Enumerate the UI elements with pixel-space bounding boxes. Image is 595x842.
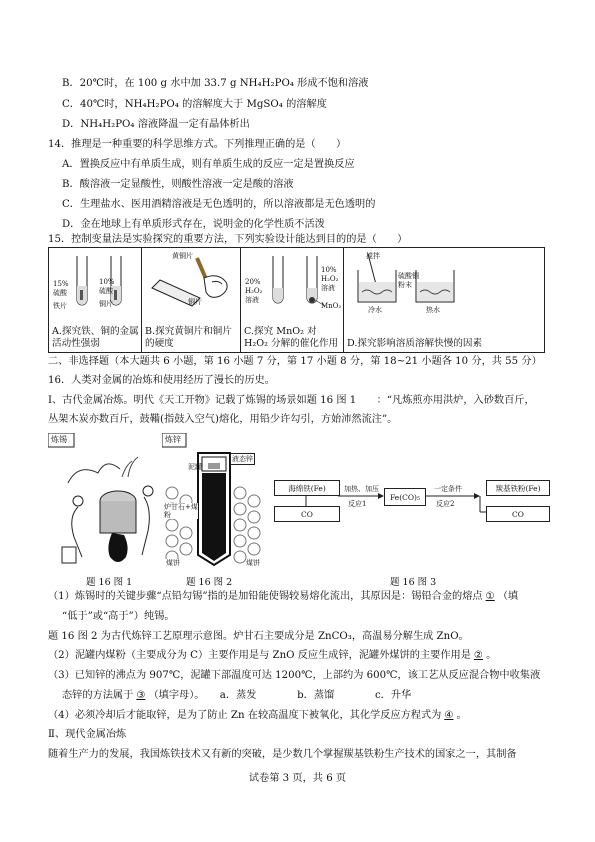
text: 。 bbox=[456, 710, 467, 721]
flow-box: CO bbox=[486, 506, 550, 522]
q16-part3: （3）已知锌的沸点为 907℃，泥罐下部温度可达 1200℃，上部约为 600℃，该工艺从反应混合物中收集液 bbox=[48, 670, 541, 681]
label: 搅拌 bbox=[366, 252, 380, 260]
figure-label: 炼锌 bbox=[165, 435, 181, 444]
text: 态锌的方法属于 bbox=[62, 690, 134, 701]
flow-box: CO bbox=[274, 506, 340, 522]
label: 20% bbox=[245, 278, 261, 286]
text: （填字母）。 a．蒸发 b．蒸馏 c．升华 bbox=[148, 690, 412, 701]
q13-option-b: B．20℃时，在 100 g 水中加 33.7 g NH₄H₂PO₄ 形成不饱和溶液 bbox=[62, 78, 369, 89]
answer-blank-1[interactable]: ① bbox=[485, 591, 495, 602]
label: 煤饼 bbox=[166, 559, 180, 567]
q14-option-b: B．酸溶液一定显酸性，则酸性溶液一定是酸的溶液 bbox=[62, 179, 294, 190]
q16-part2 bbox=[48, 649, 496, 662]
q15-option-table bbox=[48, 247, 545, 353]
figure-16-1 bbox=[48, 433, 163, 571]
label: 粉末 bbox=[398, 281, 412, 289]
q14-option-d: D．金在地球上有单质形式存在，说明金的化学性质不活泼 bbox=[62, 219, 325, 230]
label: 铁片 bbox=[53, 302, 67, 310]
zinc-furnace-illustration bbox=[162, 433, 272, 571]
label: 炉甘石+煤粉 bbox=[164, 503, 198, 519]
flow-box: 海绵铁(Fe) bbox=[274, 480, 340, 496]
answer-blank-4[interactable]: ④ bbox=[444, 710, 454, 721]
text: 。 bbox=[486, 650, 497, 661]
figure-caption: 题 16 图 3 bbox=[390, 577, 437, 588]
text: （4）必须冷却后才能取锌，是为了防止 Zn 在较高温度下被氧化，其化学反应方程式为 bbox=[48, 710, 442, 721]
q15-caption-b: B.探究黄铜片和铜片的硬度 bbox=[145, 326, 232, 349]
q15-cell-a bbox=[49, 248, 142, 353]
q16-section1-title: Ⅰ、古代金属冶炼。明代《天工开物》记载了炼锡的场景如题 16 图 1 ：“凡炼煎亦用洪炉，入砂数百斤， bbox=[48, 395, 535, 406]
q15-stem: 15．控制变量法是实验探究的重要方法，下列实验设计能达到目的的是（ ） bbox=[48, 234, 408, 245]
label: H₂O₂ bbox=[245, 287, 263, 295]
q15-cell-b bbox=[142, 248, 241, 353]
label: 硫酸 bbox=[53, 289, 67, 297]
q16-section1-text: 丛架木炭亦数百斤，鼓鞴(指鼓入空气)熔化，用铅少许勾引，方始沛然流注”。 bbox=[48, 414, 398, 425]
q16-part1-cont: “低于”或“高于”）纯锡。 bbox=[62, 611, 175, 622]
text: （填 bbox=[497, 591, 519, 602]
figure-caption: 题 16 图 1 bbox=[86, 577, 133, 588]
label: 铜片 bbox=[99, 300, 113, 308]
q14-option-a: A．置换反应中有单质生成，则有单质生成的反应一定是置换反应 bbox=[62, 159, 355, 170]
text: （2）泥罐内煤粉（主要成分为 C）主要作用是与 ZnO 反应生成锌，泥罐外煤饼的主要作用是 bbox=[48, 650, 471, 661]
label: 煤饼 bbox=[246, 559, 260, 567]
q15-caption-d: D.探究影响溶质溶解快慢的因素 bbox=[347, 338, 483, 349]
label: 液态锌 bbox=[232, 455, 253, 463]
q15-cell-d bbox=[344, 248, 545, 353]
label: 溶液 bbox=[321, 284, 335, 292]
page-footer: 试卷第 3 页，共 6 页 bbox=[248, 773, 347, 784]
q16-stem: 16．人类对金属的冶炼和使用经历了漫长的历史。 bbox=[48, 375, 275, 386]
label: 10% bbox=[99, 278, 115, 286]
label: H₂O₂ bbox=[321, 275, 339, 283]
label: 热水 bbox=[426, 306, 440, 314]
q16-part1 bbox=[48, 590, 518, 603]
label: 泥罐 bbox=[188, 463, 202, 471]
label: 溶液 bbox=[245, 296, 259, 304]
label: 铜片 bbox=[188, 298, 202, 306]
part2-header: 二、非选择题（本大题共 6 小题，第 16 小题 7 分，第 17 小题 8 分，第 18~21 小题各 10 分，共 55 分） bbox=[48, 356, 542, 367]
arrow-label: 反应1 bbox=[348, 500, 367, 508]
answer-blank-3[interactable]: ③ bbox=[136, 690, 146, 701]
q16-fig2-intro: 题 16 图 2 为古代炼锌工艺原理示意图。炉甘石主要成分是 ZnCO₃，高温易分解生成 ZnO。 bbox=[48, 631, 469, 642]
q15-caption-c: C.探究 MnO₂ 对 H₂O₂ 分解的催化作用 bbox=[244, 326, 339, 349]
label: MnO₂ bbox=[321, 302, 342, 310]
label: 黄铜片 bbox=[172, 252, 193, 260]
arrow-label: 加热、加压 bbox=[344, 485, 379, 493]
q14-stem: 14．推理是一种重要的科学思维方式。下列推理正确的是（ ） bbox=[48, 139, 347, 150]
label: 硫酸 bbox=[99, 287, 113, 295]
label: 硫酸铜 bbox=[398, 272, 419, 280]
label: 10% bbox=[321, 266, 337, 274]
q16-part4 bbox=[48, 709, 467, 722]
label: 冷水 bbox=[368, 306, 382, 314]
smelting-illustration bbox=[48, 433, 163, 571]
q16-part3-cont bbox=[62, 689, 411, 702]
flow-box: Fe(CO)₅ bbox=[384, 488, 426, 506]
q15-caption-a: A.探究铁、铜的金属活动性强弱 bbox=[52, 326, 139, 349]
figure-16-3 bbox=[274, 478, 550, 524]
q16-section2-text: 随着生产力的发展，我国炼铁技术又有新的突破，是少数几个掌握羰基铁粉生产技术的国家之一，其制备 bbox=[48, 749, 517, 760]
q15-cell-c bbox=[241, 248, 344, 353]
answer-blank-2[interactable]: ② bbox=[473, 650, 484, 661]
figure-16-2 bbox=[162, 433, 272, 571]
flow-box: 羰基铁粉(Fe) bbox=[486, 480, 550, 496]
text: （1）炼锡时的关键步骤“点铅勾锡”指的是加铅能使锡较易熔化流出，其原因是：锡铅合金的熔点 bbox=[48, 591, 483, 602]
q13-option-c: C．40℃时，NH₄H₂PO₄ 的溶解度大于 MgSO₄ 的溶解度 bbox=[62, 99, 327, 110]
label: 15% bbox=[53, 280, 69, 288]
figure-caption: 题 16 图 2 bbox=[186, 577, 233, 588]
q13-option-d: D．NH₄H₂PO₄ 溶液降温一定有晶体析出 bbox=[62, 119, 250, 130]
q14-option-c: C．生理盐水、医用酒精溶液是无色透明的，所以溶液都是无色透明的 bbox=[62, 199, 376, 210]
arrow-label: 一定条件 bbox=[434, 485, 462, 493]
q16-section2-title: Ⅱ、现代金属冶炼 bbox=[48, 729, 127, 740]
figure-label: 炼锡 bbox=[51, 435, 67, 444]
arrow-label: 反应2 bbox=[436, 500, 455, 508]
